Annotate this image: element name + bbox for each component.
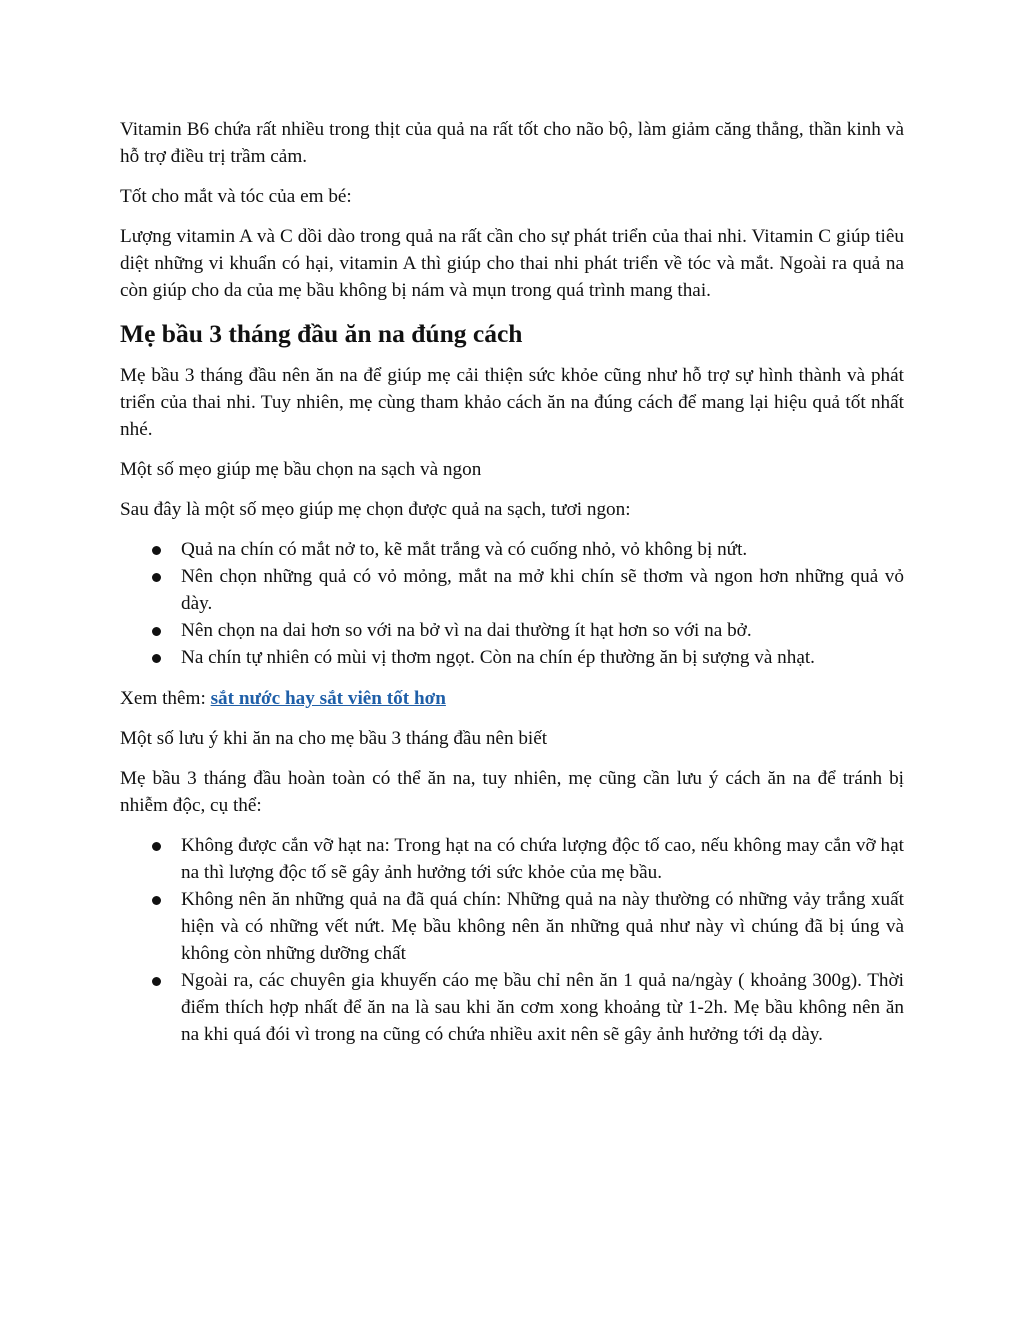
paragraph-notes-intro: Mẹ bầu 3 tháng đầu hoàn toàn có thể ăn na, tuy nhiên, mẹ cũng cần lưu ý cách ăn na để tránh bị nhiễm độc, cụ thể: bbox=[120, 768, 904, 816]
bullet-icon bbox=[152, 546, 161, 555]
bullet-icon bbox=[152, 654, 161, 663]
list-item bbox=[120, 644, 904, 671]
list-item-text: Na chín tự nhiên có mùi vị thơm ngọt. Còn na chín ép thường ăn bị sượng và nhạt. bbox=[181, 647, 815, 668]
bullet-icon bbox=[152, 627, 161, 636]
list-item bbox=[120, 886, 904, 967]
paragraph-tips-title: Một số mẹo giúp mẹ bầu chọn na sạch và ngon bbox=[120, 459, 482, 480]
paragraph-intro: Mẹ bầu 3 tháng đầu nên ăn na để giúp mẹ cải thiện sức khỏe cũng như hỗ trợ sự hình thành và phát triển của thai nhi. Tuy nhiên, mẹ cùng tham khảo cách ăn na đúng cách để mang lại hiệu quả tốt nhất nhé. bbox=[120, 365, 904, 440]
notes-list bbox=[120, 832, 904, 1048]
see-more bbox=[120, 685, 904, 712]
bullet-icon bbox=[152, 842, 161, 851]
list-item bbox=[120, 563, 904, 617]
list-item-text: Quả na chín có mắt nở to, kẽ mắt trắng và có cuống nhỏ, vỏ không bị nứt. bbox=[181, 539, 748, 560]
list-item-text: Ngoài ra, các chuyên gia khuyến cáo mẹ bầu chỉ nên ăn 1 quả na/ngày ( khoảng 300g). Thời điểm thích hợp nhất để ăn na là sau khi ăn cơm xong khoảng từ 1-2h. Mẹ bầu không nên ăn na khi quá đói vì trong na cũng có chứa nhiều axit nên sẽ gây ảnh hưởng tới dạ dày. bbox=[181, 970, 904, 1045]
document-page bbox=[120, 116, 904, 1062]
list-item bbox=[120, 967, 904, 1048]
list-item bbox=[120, 832, 904, 886]
section-heading: Mẹ bầu 3 tháng đầu ăn na đúng cách bbox=[120, 319, 523, 348]
list-item-text: Không nên ăn những quả na đã quá chín: Những quả na này thường có những vảy trắng xuất hiện và có những vết nứt. Mẹ bầu không nên ăn những quả như này vì chúng đã bị úng và không còn những dưỡng chất bbox=[181, 889, 904, 964]
bullet-icon bbox=[152, 896, 161, 905]
paragraph-tips-intro: Sau đây là một số mẹo giúp mẹ chọn được quả na sạch, tươi ngon: bbox=[120, 499, 631, 520]
bullet-icon bbox=[152, 977, 161, 986]
tips-list bbox=[120, 536, 904, 671]
paragraph-vitamin-b6: Vitamin B6 chứa rất nhiều trong thịt của quả na rất tốt cho não bộ, làm giảm căng thẳng, thần kinh và hỗ trợ điều trị trầm cảm. bbox=[120, 119, 904, 167]
paragraph-notes-title: Một số lưu ý khi ăn na cho mẹ bầu 3 tháng đầu nên biết bbox=[120, 728, 548, 749]
list-item-text: Nên chọn những quả có vỏ mỏng, mắt na mở khi chín sẽ thơm và ngon hơn những quả vỏ dày. bbox=[181, 566, 904, 614]
paragraph-eyes-hair-title: Tốt cho mắt và tóc của em bé: bbox=[120, 186, 352, 207]
list-item bbox=[120, 536, 904, 563]
list-item-text: Không được cắn vỡ hạt na: Trong hạt na có chứa lượng độc tố cao, nếu không may cắn vỡ hạt na thì lượng độc tố sẽ gây ảnh hưởng tới sức khỏe của mẹ bầu. bbox=[181, 835, 904, 883]
paragraph-vitamin-a-c: Lượng vitamin A và C dồi dào trong quả na rất cần cho sự phát triển của thai nhi. Vitamin C giúp tiêu diệt những vi khuẩn có hại, vitamin A thì giúp cho thai nhi phát triển về tóc và mắt. Ngoài ra quả na còn giúp cho da của mẹ bầu không bị nám và mụn trong quá trình mang thai. bbox=[120, 226, 904, 301]
bullet-icon bbox=[152, 573, 161, 582]
list-item bbox=[120, 617, 904, 644]
list-item-text: Nên chọn na dai hơn so với na bở vì na dai thường ít hạt hơn so với na bở. bbox=[181, 620, 752, 641]
see-more-link[interactable]: sắt nước hay sắt viên tốt hơn bbox=[210, 688, 446, 709]
see-more-label: Xem thêm: bbox=[120, 688, 211, 709]
